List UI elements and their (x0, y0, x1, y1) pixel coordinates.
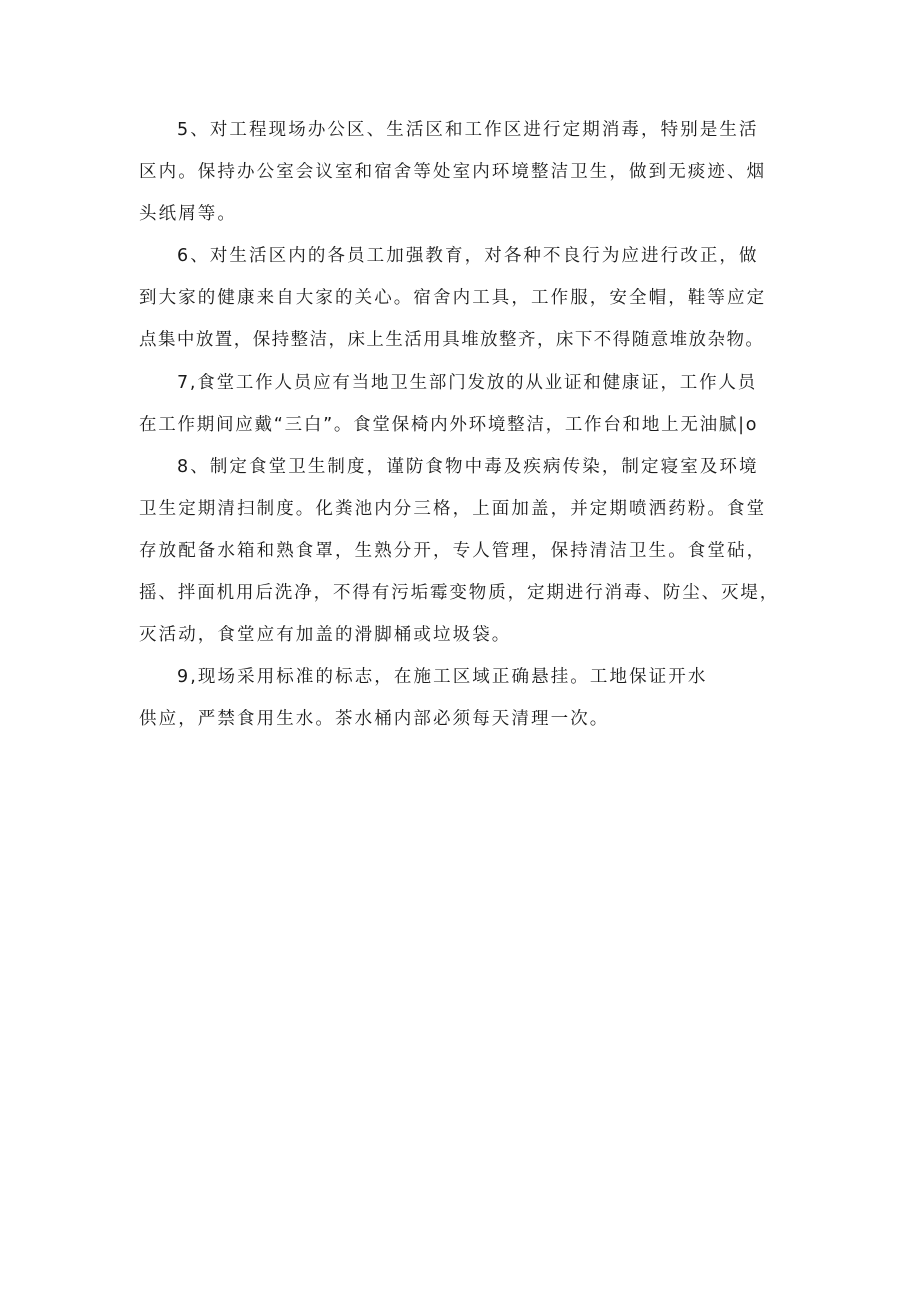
paragraph-line: 到大家的健康来自大家的关心。宿舍内工具，工作服，安全帽，鞋等应定 (139, 288, 767, 308)
paragraph-line: 存放配备水箱和熟食罩，生熟分开，专人管理，保持清洁卫生。食堂砧， (139, 541, 767, 561)
paragraph-line: 区内。保持办公室会议室和宿舍等处室内环境整洁卫生，做到无痰迹、烟 (139, 162, 767, 182)
paragraph-line: 7,食堂工作人员应有当地卫生部门发放的从业证和健康证，工作人员 (177, 373, 757, 393)
paragraph-line: 摇、拌面机用后洗净，不得有污垢霉变物质，定期进行消毒、防尘、灭堤， (139, 583, 780, 603)
paragraph-line: 点集中放置，保持整洁，床上生活用具堆放整齐，床下不得随意堆放杂物。 (139, 330, 765, 350)
paragraph-line: 8、制定食堂卫生制度，谨防食物中毒及疾病传染，制定寝室及环境 (177, 457, 759, 477)
paragraph-line: 供应，严禁食用生水。茶水桶内部必须每天清理一次。 (139, 709, 610, 729)
paragraph-line: 5、对工程现场办公区、生活区和工作区进行定期消毒，特别是生活 (177, 120, 759, 140)
paragraph-line: 头纸屑等。 (139, 204, 237, 224)
paragraph-line: 卫生定期清扫制度。化粪池内分三格，上面加盖，并定期喷洒药粉。食堂 (139, 499, 767, 519)
paragraph-line: 6、对生活区内的各员工加强教育，对各种不良行为应进行改正，做 (177, 246, 759, 266)
paragraph-line: 灭活动，食堂应有加盖的滑脚桶或垃圾袋。 (139, 625, 512, 645)
paragraph-line: 在工作期间应戴“三白”。食堂保椅内外环境整洁，工作台和地上无油腻|o (139, 415, 759, 435)
paragraph-line: 9,现场采用标准的标志，在施工区域正确悬挂。工地保证开水 (177, 667, 708, 687)
